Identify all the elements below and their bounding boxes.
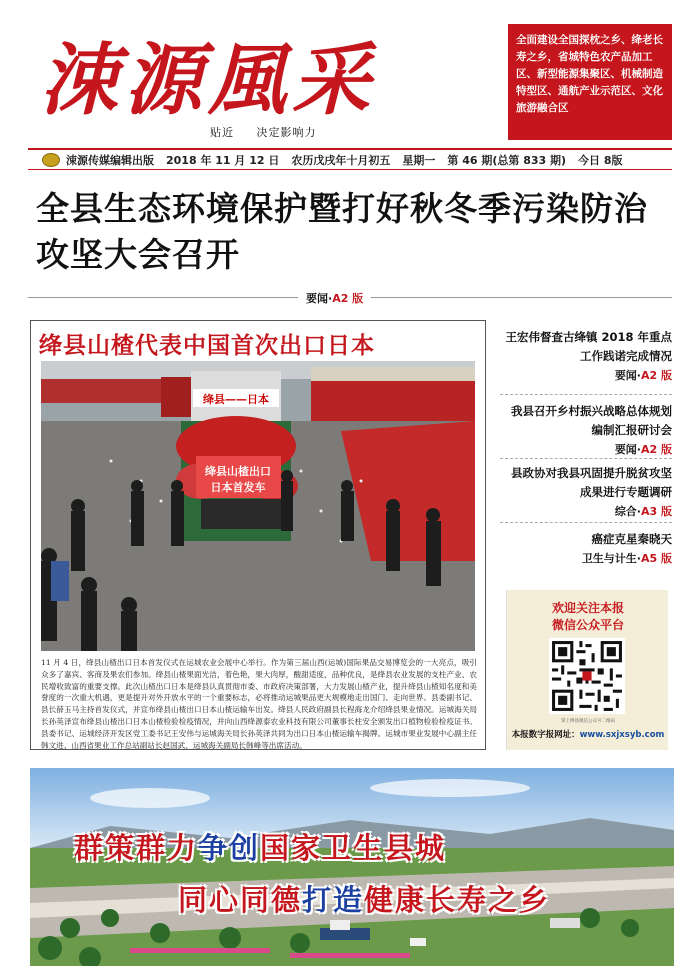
slogan-part-1: 贴近 <box>210 126 234 139</box>
ad-slogan-part: 群策群力 <box>74 831 199 865</box>
sidebar-item-title: 我县召开乡村振兴战略总体规划编制汇报研讨会 <box>511 404 672 437</box>
public-service-ad <box>30 768 674 966</box>
sidebar-item-ref <box>500 367 672 383</box>
divider <box>500 394 672 395</box>
sidebar-item-title: 县政协对我县巩固提升脱贫攻坚成果进行专题调研 <box>511 466 672 499</box>
slogan-part-2: 决定影响力 <box>256 126 317 139</box>
issue-info-bar <box>28 148 672 170</box>
masthead <box>0 0 700 145</box>
red-slogan-box: 全面建设全国探枕之乡、绛老长寿之乡，省城特色农产品加工区、新型能源集聚区、机械制造特型区、通航产业示范区、文化旅游融合区 <box>508 24 672 140</box>
sidebar-item-title: 王宏伟督查古绛镇 2018 年重点工作践诺完成情况 <box>505 330 672 363</box>
qr-title-line-2: 微信公众平台 <box>551 618 624 632</box>
ad-slogan-line-1 <box>74 826 446 867</box>
ad-slogan-part: 争创 <box>198 831 261 865</box>
sidebar-item-ref <box>500 503 672 519</box>
sidebar-item-section: 综合· <box>614 505 641 518</box>
issue-date: 2018 年 11 月 12 日 <box>166 153 280 167</box>
lead-headline[interactable]: 全县生态环境保护暨打好秋冬季污染防治攻坚大会召开 <box>36 189 648 274</box>
ad-slogan-part: 同心同德 <box>178 883 303 917</box>
publisher-logo-icon <box>42 153 60 167</box>
qr-title-line-1: 欢迎关注本报 <box>551 601 624 615</box>
weekday: 星期一 <box>402 153 436 167</box>
site-label: 本报数字报网址： <box>511 730 580 740</box>
sidebar-item-page: A5 版 <box>641 552 672 565</box>
site-link[interactable]: www.sxjxsyb.com <box>579 730 665 740</box>
sidebar-item-section: 卫生与计生· <box>581 552 641 565</box>
issue-number: 第 46 期(总第 833 期) <box>447 153 567 167</box>
sidebar-item-ref <box>500 550 672 566</box>
divider <box>500 458 672 459</box>
ad-slogan-line-2 <box>178 878 550 919</box>
page-count: 今日 8版 <box>578 153 623 167</box>
sidebar-item-page: A3 版 <box>641 505 672 518</box>
story-title[interactable]: 绛县山楂代表中国首次出口日本 <box>39 333 375 359</box>
main-story <box>30 320 486 750</box>
headline-ref-page: A2 版 <box>332 292 364 305</box>
slogan <box>210 124 316 140</box>
sidebar-item[interactable] <box>500 464 672 519</box>
ad-slogan-part: 国家卫生县城 <box>260 831 447 865</box>
qr-code-icon <box>549 638 625 714</box>
qr-code[interactable] <box>549 638 625 714</box>
truck-sign-text: 绛县——日本 <box>203 393 269 406</box>
headline-ref-tag[interactable] <box>298 290 371 306</box>
headline-ref-section: 要闻· <box>306 292 333 305</box>
ceremony-photo-illustration <box>41 361 475 651</box>
sidebar-item-page: A2 版 <box>641 369 672 382</box>
publisher: 涑源传媒编辑出版 <box>66 153 154 167</box>
story-photo <box>41 361 475 651</box>
sidebar-item-page: A2 版 <box>641 443 672 456</box>
sidebar-item-section: 要闻· <box>614 369 641 382</box>
divider <box>500 522 672 523</box>
ad-slogan-part: 打造 <box>302 883 365 917</box>
newspaper-title: 涑源風采 <box>40 35 377 126</box>
sidebar-item-section: 要闻· <box>614 443 641 456</box>
city-aerial-illustration <box>30 768 674 966</box>
digital-edition-url <box>507 728 669 740</box>
qr-caption: 掌上绛县微信公众号二维码 <box>561 719 615 724</box>
sidebar-item-title: 癌症克星秦晓天 <box>591 532 672 546</box>
headline-page-ref <box>28 290 672 304</box>
qr-title <box>507 600 669 634</box>
sidebar-item[interactable] <box>500 402 672 457</box>
wechat-qr-panel <box>506 590 668 750</box>
ad-slogan-part: 健康长寿之乡 <box>364 883 551 917</box>
photo-banner-text-2: 日本首发车 <box>210 481 266 494</box>
photo-banner-text: 绛县山楂出口 <box>205 465 271 478</box>
sidebar-item-ref <box>500 441 672 457</box>
sidebar-item[interactable] <box>500 328 672 383</box>
sidebar-item[interactable] <box>500 530 672 566</box>
story-body: 11 月 4 日，绛县山楂出口日本首发仪式在运城农业会展中心举行。作为第三届山西(运城)国际果品交易博览会的一大亮点，吸引众多了嘉宾、客商及果农们参加。绛县山楂果面光洁，着色艳，果大肉厚，酸甜适度，品种优良，是绛县农业发展的支柱产业、农民增收致富的重要支撑。此次山楂出口日本是绛县认真贯彻市委、市政府决策部署，大力发展山楂产业，提升绛县山楂知名度和美誉度的一次重大机遇，更是提升对外开放水平的一个重要标志，必将推动运城果品更大规模地走出国门、走向世界。县委副书记、县长薛玉马主持首发仪式，并宣布绛县山楂出口日本山楂运输车出发。绛县人民政府副县长程海龙介绍绛县果业情况。运城海关局长孙英泽宣布绛县山楂出口日本山楂检验检疫情况，并向山西绛源泰农业科技有限公司董事长柱安全颁发出口植物检验检疫证书。县委书记、运城经济开发区党工委书记王安伟与运城海关局长孙英泽共同为出口日本山楂运输车揭牌。运城市果业发展中心副主任韩文进、山西省果业工作总站副站长赵国武、运城海关副局长韩峰等出席活动。 <box>41 658 477 750</box>
lunar-date: 农历戊戌年十月初五 <box>291 153 391 167</box>
